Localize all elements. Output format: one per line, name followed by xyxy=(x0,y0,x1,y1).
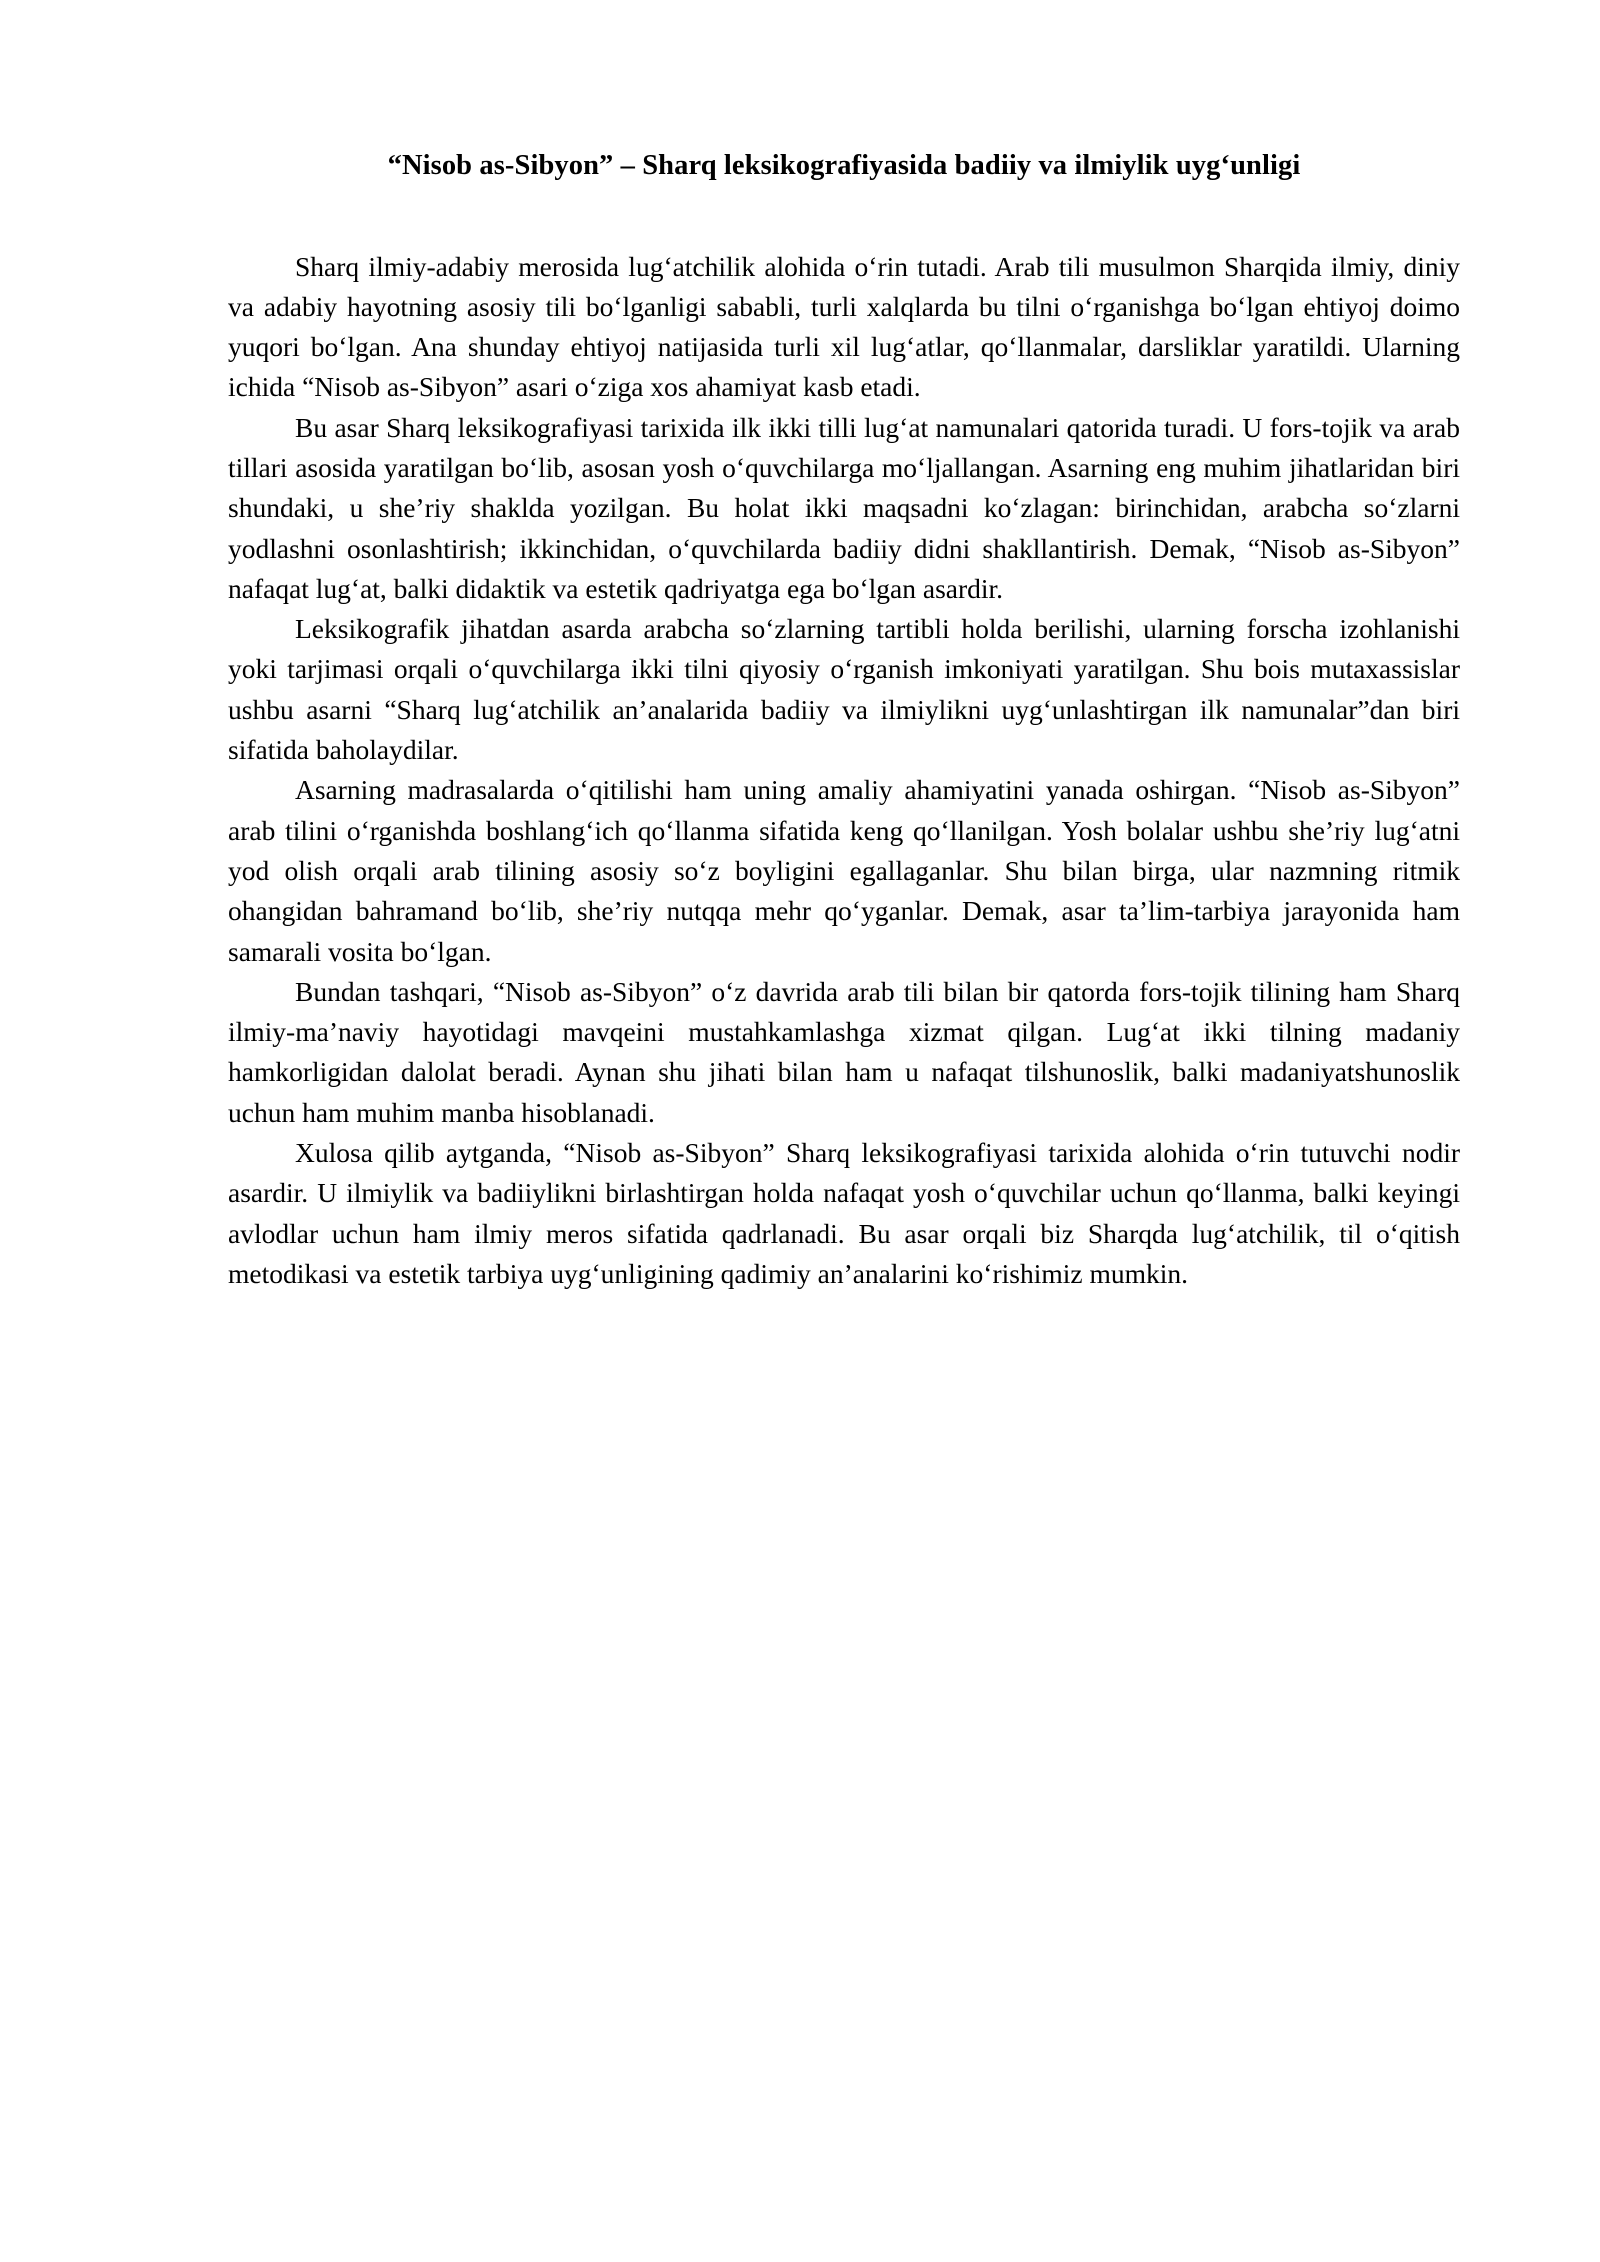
paragraph-5: Bundan tashqari, “Nisob as-Sibyon” o‘z davrida arab tili bilan bir qatorda fors-tojik tilining ham Sharq ilmiy-ma’naviy hayotidagi mavqeini mustahkamlashga xizmat qilgan. Lug‘at ikki tilning madaniy hamkorligidan dalolat beradi. Aynan shu jihati bilan ham u nafaqat tilshunoslik, balki madaniyatshunoslik uchun ham muhim manba hisoblanadi. xyxy=(228,975,1460,1128)
paragraph-4: Asarning madrasalarda o‘qitilishi ham uning amaliy ahamiyatini yanada oshirgan. “Nisob as-Sibyon” arab tilini o‘rganishda boshlang‘ich qo‘llanma sifatida keng qo‘llanilgan. Yosh bolalar ushbu she’riy lug‘atni yod olish orqali arab tilining asosiy so‘z boyligini egallaganlar. Shu bilan birga, ular nazmning ritmik ohangidan bahramand bo‘lib, she’riy nutqqa mehr qo‘yganlar. Demak, asar ta’lim-tarbiya jarayonida ham samarali vosita bo‘lgan. xyxy=(228,774,1460,967)
document-body xyxy=(228,0,1460,1294)
page-title: “Nisob as-Sibyon” – Sharq leksikografiyasida badiiy va ilmiylik uyg‘unligi xyxy=(387,150,1301,181)
paragraph-3: Leksikografik jihatdan asarda arabcha so‘zlarning tartibli holda berilishi, ularning forscha izohlanishi yoki tarjimasi orqali o‘quvchilarga ikki tilni qiyosiy o‘rganish imkoniyati yaratilgan. Shu bois mutaxassislar ushbu asarni “Sharq lug‘atchilik an’analarida badiiy va ilmiylikni uyg‘unlashtirgan ilk namunalar”dan biri sifatida baholaydilar. xyxy=(228,613,1460,766)
paragraph-1: Sharq ilmiy-adabiy merosida lug‘atchilik alohida o‘rin tutadi. Arab tili musulmon Sharqida ilmiy, diniy va adabiy hayotning asosiy tili bo‘lganligi sababli, turli xalqlarda bu tilni o‘rganishga bo‘lgan ehtiyoj doimo yuqori bo‘lgan. Ana shunday ehtiyoj natijasida turli xil lug‘atlar, qo‘llanmalar, darsliklar yaratildi. Ularning ichida “Nisob as-Sibyon” asari o‘ziga xos ahamiyat kasb etadi. xyxy=(228,250,1460,403)
paragraph-2: Bu asar Sharq leksikografiyasi tarixida ilk ikki tilli lug‘at namunalari qatorida turadi. U fors-tojik va arab tillari asosida yaratilgan bo‘lib, asosan yosh o‘quvchilarga mo‘ljallangan. Asarning eng muhim jihatlaridan biri shundaki, u she’riy shaklda yozilgan. Bu holat ikki maqsadni ko‘zlagan: birinchidan, arabcha so‘zlarni yodlashni osonlashtirish; ikkinchidan, o‘quvchilarda badiiy didni shakllantirish. Demak, “Nisob as-Sibyon” nafaqat lug‘at, balki didaktik va estetik qadriyatga ega bo‘lgan asardir. xyxy=(228,411,1460,604)
paragraph-6: Xulosa qilib aytganda, “Nisob as-Sibyon” Sharq leksikografiyasi tarixida alohida o‘rin tutuvchi nodir asardir. U ilmiylik va badiiylikni birlashtirgan holda nafaqat yosh o‘quvchilar uchun qo‘llanma, balki keyingi avlodlar uchun ham ilmiy meros sifatida qadrlanadi. Bu asar orqali biz Sharqda lug‘atchilik, til o‘qitish metodikasi va estetik tarbiya uyg‘unligining qadimiy an’analarini ko‘rishimiz mumkin. xyxy=(228,1137,1460,1289)
